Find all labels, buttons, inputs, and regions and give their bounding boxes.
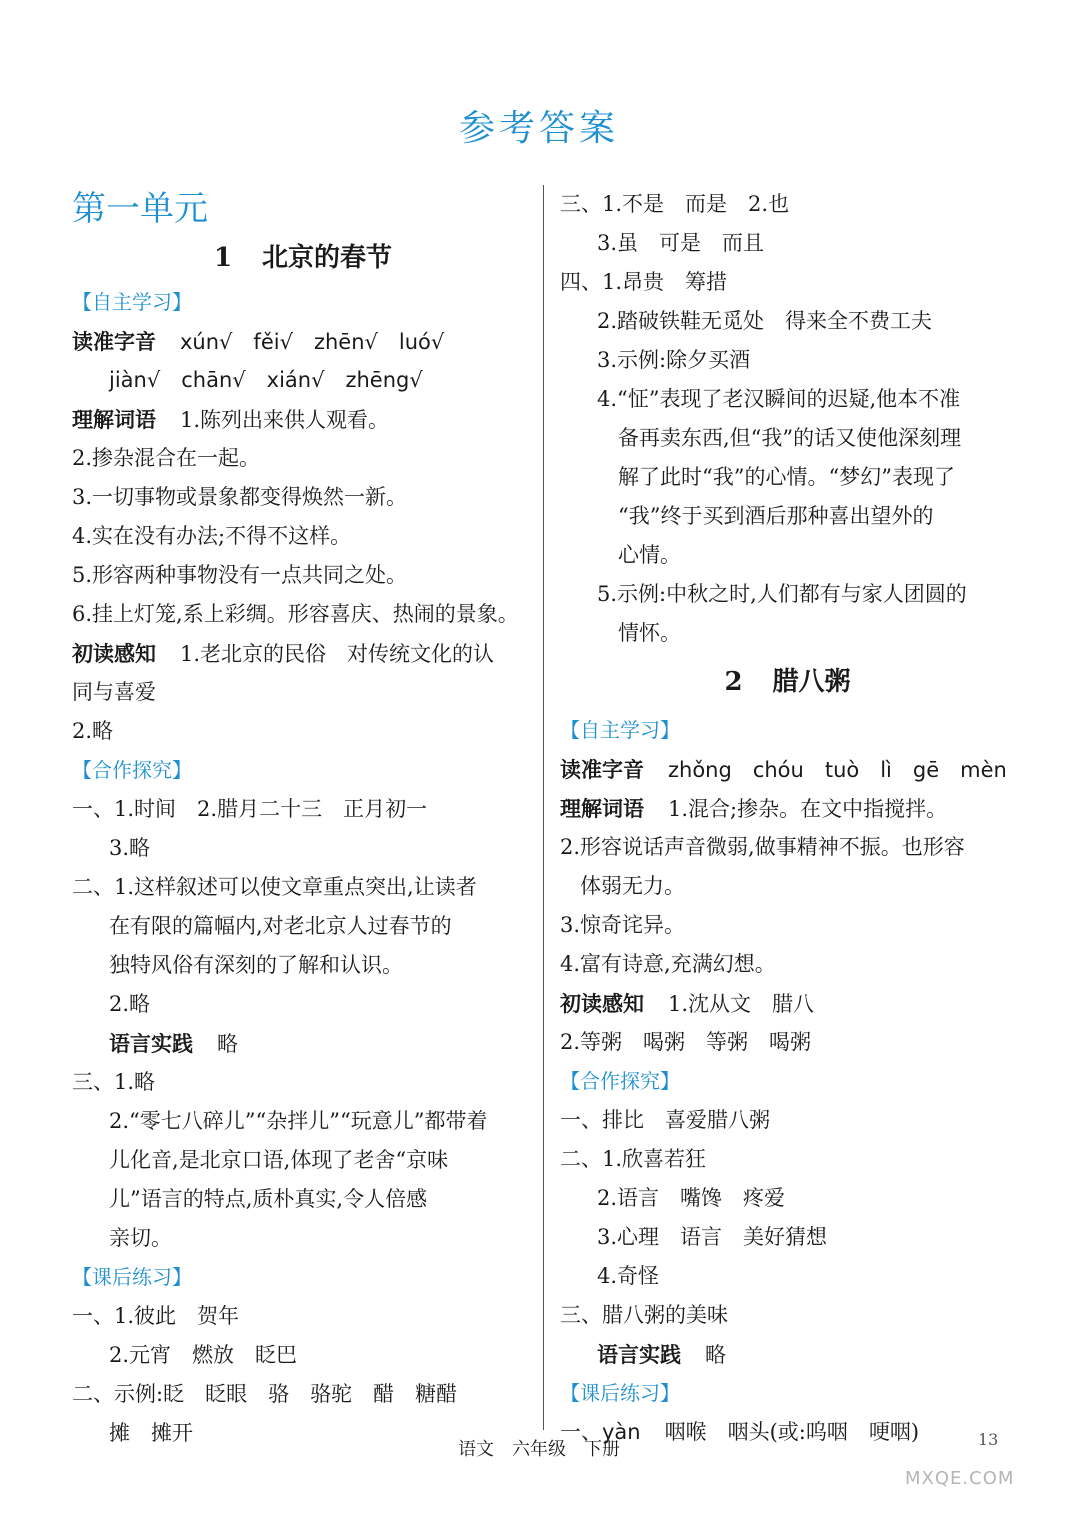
answer-line: 2.等粥 喝粥 等粥 喝粥 — [560, 1030, 812, 1054]
answer-line: 解了此时“我”的心情。“梦幻”表现了 — [618, 465, 955, 489]
watermark: MXQE.COM — [905, 1468, 1015, 1489]
answer-line: 同与喜爱 — [72, 680, 156, 704]
answer-line: 二、示例:眨 眨眼 骆 骆驼 醋 糖醋 — [72, 1382, 458, 1406]
section-self-study: 【自主学习】 — [560, 718, 680, 742]
answer-line: 在有限的篇幅内,对老北京人过春节的 — [109, 914, 452, 938]
answer-line: 3.心理 语言 美好猜想 — [597, 1225, 828, 1249]
answer-line: 亲切。 — [109, 1226, 172, 1250]
answer-line: 4.实在没有办法;不得不这样。 — [72, 524, 352, 548]
section-cooperative-inquiry: 【合作探究】 — [72, 758, 192, 782]
answer-line: 4.“怔”表现了老汉瞬间的迟疑,他本不准 — [597, 387, 961, 411]
answer-line: 读准字音 zhǒng chóu tuò lì gē mèn — [560, 757, 1007, 782]
answer-line: 读准字音 xún√ fěi√ zhēn√ luó√ — [72, 329, 445, 354]
answer-line: jiàn√ chān√ xián√ zhēng√ — [109, 368, 423, 392]
section-after-class-practice: 【课后练习】 — [72, 1265, 192, 1289]
section-self-study: 【自主学习】 — [72, 290, 192, 314]
column-divider — [543, 185, 544, 1430]
answer-line: 一、yàn 咽喉 咽头(或:呜咽 哽咽) — [560, 1420, 920, 1444]
section-after-class-practice: 【课后练习】 — [560, 1381, 680, 1405]
answer-line: 二、1.欣喜若狂 — [560, 1147, 707, 1171]
page-number: 13 — [978, 1430, 999, 1449]
answer-line: 备再卖东西,但“我”的话又使他深刻理 — [618, 426, 962, 450]
answer-line: 初读感知 1.沈从文 腊八 — [560, 991, 815, 1016]
answer-line: 三、1.不是 而是 2.也 — [560, 192, 790, 216]
lesson-2-heading — [560, 653, 1015, 711]
answer-line: 二、1.这样叙述可以使文章重点突出,让读者 — [72, 875, 477, 899]
answer-line: 三、1.略 — [72, 1070, 156, 1094]
answer-line: 理解词语 1.陈列出来供人观看。 — [72, 407, 390, 432]
section-cooperative-inquiry: 【合作探究】 — [560, 1069, 680, 1093]
lesson-number: 1 — [213, 243, 233, 273]
answer-line: 3.惊奇诧异。 — [560, 913, 686, 937]
answer-line: 2.语言 嘴馋 疼爱 — [597, 1186, 786, 1210]
page-footer: 语文 六年级 下册 — [458, 1439, 620, 1460]
left-column — [72, 185, 534, 1453]
answer-line: 3.虽 可是 而且 — [597, 231, 765, 255]
answer-line: 语言实践 略 — [109, 1031, 238, 1056]
answer-line: 2.掺杂混合在一起。 — [72, 446, 261, 470]
answer-line: 一、排比 喜爱腊八粥 — [560, 1108, 770, 1132]
answer-line: 心情。 — [618, 543, 681, 567]
answer-line: 4.富有诗意,充满幻想。 — [560, 952, 776, 976]
answer-line: 语言实践 略 — [597, 1342, 726, 1367]
answer-line: 5.形容两种事物没有一点共同之处。 — [72, 563, 408, 587]
answer-line: 2.“零七八碎儿”“杂拌儿”“玩意儿”都带着 — [109, 1109, 488, 1133]
answer-line: 3.略 — [109, 836, 151, 860]
answer-line: 儿”语言的特点,质朴真实,令人倍感 — [109, 1187, 428, 1211]
answer-line: 2.形容说话声音微弱,做事精神不振。也形容 — [560, 835, 965, 859]
answer-line: 3.一切事物或景象都变得焕然一新。 — [72, 485, 408, 509]
answer-line: 体弱无力。 — [580, 874, 685, 898]
answer-line: 独特风俗有深刻的了解和认识。 — [109, 953, 403, 977]
answer-line: 儿化音,是北京口语,体现了老舍“京味 — [109, 1148, 449, 1172]
answer-line: 四、1.昂贵 筹措 — [560, 270, 728, 294]
answer-line: 情怀。 — [618, 621, 681, 645]
answer-line: 3.示例:除夕买酒 — [597, 348, 751, 372]
answer-line: 一、1.彼此 贺年 — [72, 1304, 240, 1328]
answer-line: 2.略 — [72, 719, 114, 743]
answer-line: 2.踏破铁鞋无觅处 得来全不费工夫 — [597, 309, 933, 333]
lesson-number: 2 — [724, 667, 743, 697]
answer-line: 6.挂上灯笼,系上彩绸。形容喜庆、热闹的景象。 — [72, 602, 519, 626]
answer-line: 2.略 — [109, 992, 151, 1016]
answer-line: 摊 摊开 — [109, 1421, 193, 1445]
answer-line: 三、腊八粥的美味 — [560, 1303, 728, 1327]
answer-line: 理解词语 1.混合;掺杂。在文中指搅拌。 — [560, 796, 948, 821]
lesson-1-heading — [72, 233, 534, 283]
lesson-title: 北京的春节 — [262, 243, 393, 273]
answer-line: 4.奇怪 — [597, 1264, 660, 1288]
answer-line: 一、1.时间 2.腊月二十三 正月初一 — [72, 797, 428, 821]
answer-line: “我”终于买到酒后那种喜出望外的 — [618, 504, 934, 528]
page-title: 参考答案 — [458, 108, 619, 149]
answer-line: 初读感知 1.老北京的民俗 对传统文化的认 — [72, 641, 495, 666]
unit-heading: 第一单元 — [72, 189, 208, 229]
lesson-title: 腊八粥 — [772, 667, 851, 697]
right-column — [560, 185, 1015, 1452]
answer-line: 2.元宵 燃放 眨巴 — [109, 1343, 298, 1367]
answer-line: 5.示例:中秋之时,人们都有与家人团圆的 — [597, 582, 967, 606]
